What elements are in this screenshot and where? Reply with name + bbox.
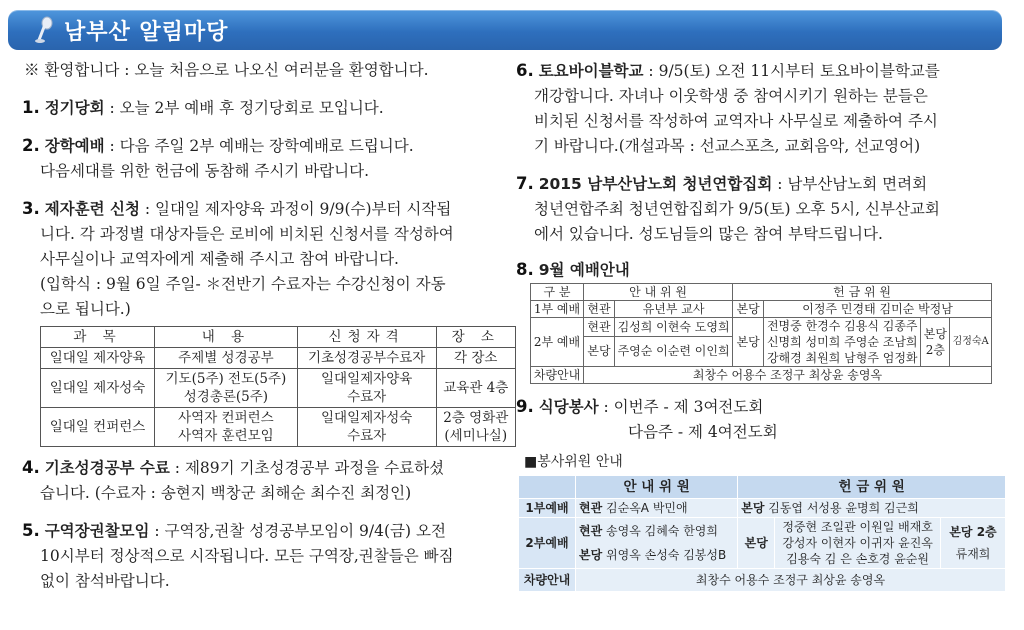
page-title: 남부산 알림마당	[64, 20, 229, 45]
table-row: 2부 예배 현관 김성희 이현숙 도영희 본당 전명중 한경수 김용식 김종주 신명희 성미희 주영순 조남희 강해경 최원희 남형주 엄정화 본당 2층 김정숙A	[531, 318, 992, 337]
notice-7-line2: 청년연합주최 청년연합집회가 9/5(토) 오후 5시, 신부산교회	[534, 200, 940, 218]
header-bar	[8, 10, 1002, 50]
notice-3: 3. 제자훈련 신청 : 일대일 제자양육 과정이 9/9(수)부터 시작됩	[22, 199, 452, 218]
training-table	[40, 326, 516, 447]
notice-4: 4. 기초성경공부 수료 : 제89기 기초성경공부 과정을 수료하셨	[22, 458, 445, 477]
notice-4-line2: 습니다. (수료자 : 송현지 백창군 최해순 최수진 최정인)	[40, 484, 412, 502]
welcome-text: ※ 환영합니다 : 오늘 처음으로 나오신 여러분을 환영합니다.	[24, 61, 429, 79]
notice-9: 9. 식당봉사 : 이번주 - 제 3여전도회	[516, 397, 764, 416]
worship-table	[530, 283, 992, 384]
notice-7-line3: 에서 있습니다. 성도님들의 많은 참여 부탁드립니다.	[534, 225, 883, 243]
notice-6-line4: 기 바랍니다.(개설과목 : 선교스포츠, 교회음악, 선교영어)	[534, 137, 921, 155]
notice-3-line3: 사무실이나 교역자에게 제출해 주시고 참여 바랍니다.	[40, 250, 399, 268]
notice-1: 1. 정기당회 : 오늘 2부 예배 후 정기당회로 모입니다.	[22, 98, 384, 117]
table-header-row: 과 목 내 용 신청자격 장 소	[41, 327, 516, 348]
notice-8: 8. 9월 예배안내	[516, 260, 630, 279]
table-row: 본당 주영순 이순련 이인희	[531, 336, 992, 366]
notice-5-line2: 10시부터 정상적으로 시작됩니다. 모든 구역장,권찰들은 빠짐	[40, 547, 454, 565]
notice-2-line2: 다음세대를 위한 헌금에 동참해 주시기 바랍니다.	[40, 162, 370, 180]
table-row: 일대일 제자양육 주제별 성경공부 기초성경공부수료자 각 장소	[41, 348, 516, 369]
right-column	[516, 58, 1012, 592]
notice-5-line3: 없이 참석바랍니다.	[40, 572, 170, 590]
notice-6-line3: 비치된 신청서를 작성하여 교역자나 사무실로 제출하여 주시	[534, 112, 938, 130]
notice-2: 2. 장학예배 : 다음 주일 2부 예배는 장학예배로 드립니다.	[22, 136, 414, 155]
notice-5: 5. 구역장권찰모임 : 구역장,권찰 성경공부모임이 9/4(금) 오전	[22, 521, 446, 540]
notice-9-line2: 다음주 - 제 4여전도회	[628, 423, 778, 441]
notice-6: 6. 토요바이블학교 : 9/5(토) 오전 11시부터 토요바이블학교를	[516, 61, 940, 80]
table-row: 일대일 컨퍼런스 사역자 컨퍼런스 사역자 훈련모임 일대일제자성숙 수료자 2층 영화관 (세미나실)	[41, 408, 516, 447]
notice-3-line4: (입학식 : 9월 6일 주일- ＊전반기 수료자는 수강신청이 자동	[40, 275, 446, 293]
volunteer-table	[518, 475, 1006, 592]
table-header-row: 구 분 안 내 위 원 헌 금 위 원	[531, 284, 992, 301]
table-row: 차량안내 최창수 어용수 조정구 최상윤 송영옥	[531, 367, 992, 384]
left-column	[22, 58, 509, 594]
table-row: 2부예배 현관 송영옥 김혜숙 한영희 본당 위영옥 손성숙 김봉성B 본당 정중현 조일관 이원일 배재호 강성자 이현자 이귀자 윤진옥 김용숙 김 은 손호경 윤순원 본당 2층 류재희	[519, 518, 1006, 569]
table-row: 1부 예배 현관 유년부 교사 본당 이정주 민경태 김미순 박정남	[531, 301, 992, 318]
notice-6-line2: 개강합니다. 자녀나 이웃학생 중 참여시키기 원하는 분들은	[534, 87, 928, 105]
notice-3-line2: 니다. 각 과정별 대상자들은 로비에 비치된 신청서를 작성하여	[40, 225, 454, 243]
table-row: 1부예배 현관 김순옥A 박민애 본당 김동엽 서성용 윤명희 김근희	[519, 499, 1006, 518]
table-row: 차량안내 최창수 어용수 조정구 최상윤 송영옥	[519, 569, 1006, 592]
microphone-icon	[34, 16, 56, 44]
notice-3-line5: 으로 됩니다.)	[40, 300, 131, 318]
notice-7: 7. 2015 남부산남노회 청년연합집회 : 남부산남노회 면려회	[516, 174, 928, 193]
table-header-row: 안 내 위 원 헌 금 위 원	[519, 476, 1006, 499]
table-row: 일대일 제자성숙 기도(5주) 전도(5주) 성경총론(5주) 일대일제자양육 수료자 교육관 4층	[41, 369, 516, 408]
volunteer-title: ■봉사위원 안내	[524, 454, 623, 470]
